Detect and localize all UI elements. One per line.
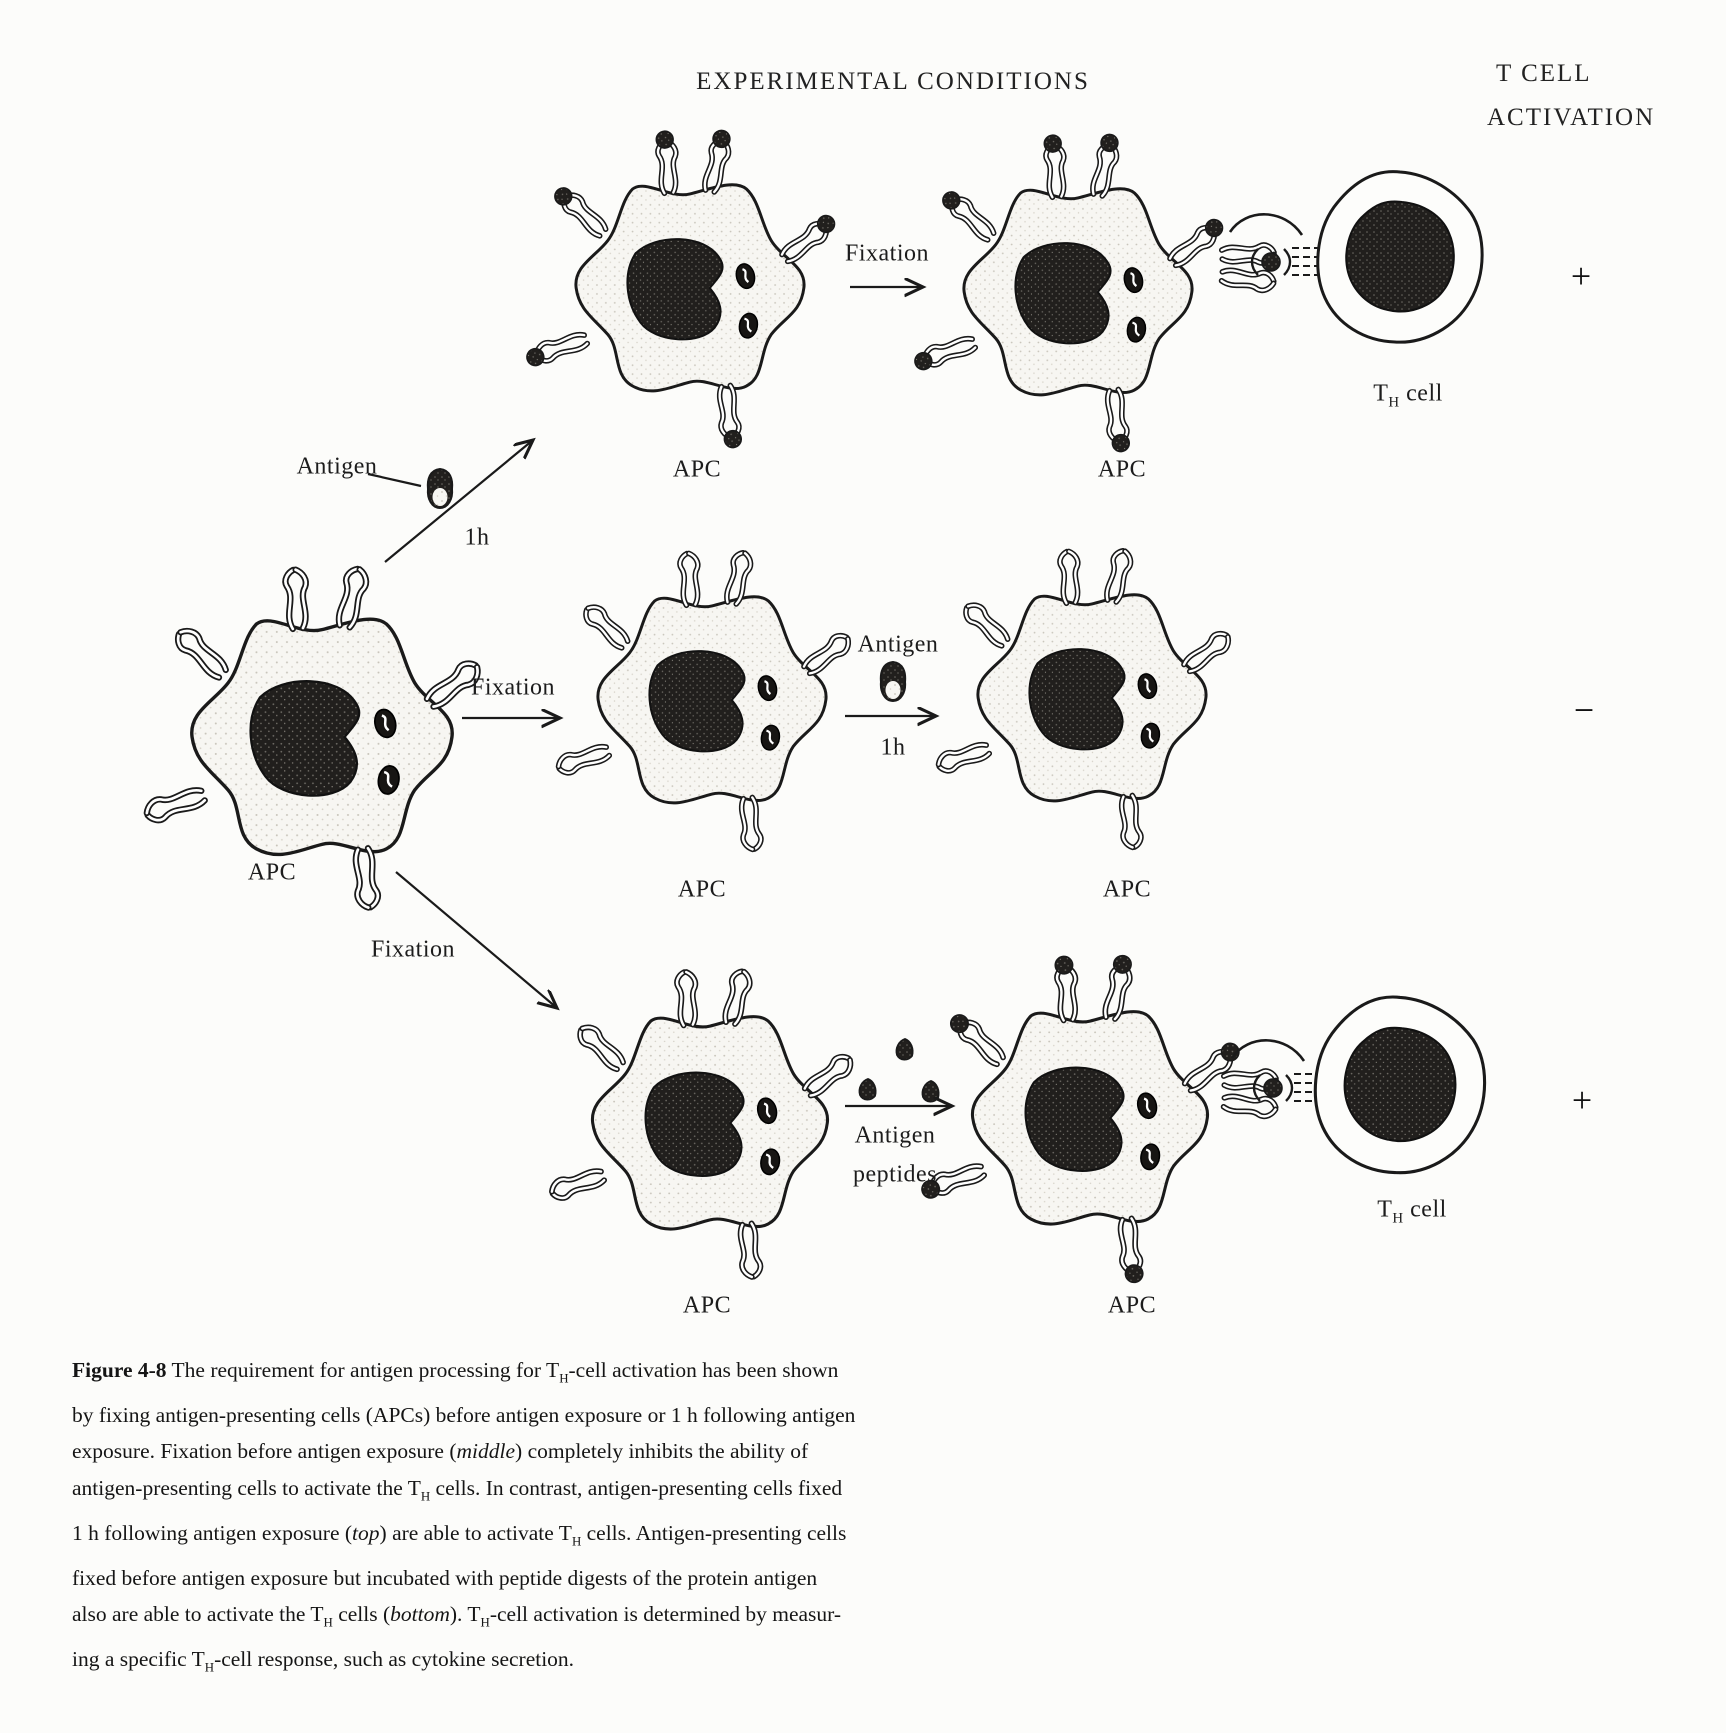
caption-line: ing a specific $T_H$-cell response, such as cytokine secretion. xyxy=(72,1647,575,1675)
th-cell-bottom-icon xyxy=(1315,997,1484,1173)
apc-bottom-1-cell xyxy=(549,970,855,1278)
apc-top-2-label: APC xyxy=(1097,456,1147,483)
apc-source-label: APC xyxy=(247,859,297,886)
result-top-plus: + xyxy=(1570,256,1592,296)
antigen-icon-mid xyxy=(881,662,905,701)
antigen-label-mid: Antigen xyxy=(857,631,939,658)
fixation-label-bottom: Fixation xyxy=(370,936,456,963)
apc-bottom-2-label: APC xyxy=(1107,1292,1157,1319)
result-bottom-plus: + xyxy=(1571,1080,1593,1120)
th-cell-bottom-label: $T_H$ cell xyxy=(1377,1196,1447,1227)
fixation-label-mid: Fixation xyxy=(470,674,556,701)
antigen-peptides-label-line2: peptides xyxy=(853,1161,937,1188)
arrow-antigen-1h-top xyxy=(385,440,533,562)
antigen-peptide-icon-3 xyxy=(922,1081,938,1102)
apc-source-cell xyxy=(144,567,483,909)
apc-top-1-label: APC xyxy=(672,456,722,483)
antigen-icon-top xyxy=(428,469,452,508)
caption-line: fixed before antigen exposure but incubated with peptide digests of the protein antigen xyxy=(72,1565,818,1590)
fixation-label-top: Fixation xyxy=(844,240,930,267)
th-cell-top-label: $T_H$ cell xyxy=(1373,380,1443,411)
one-hour-label-top: 1h xyxy=(464,524,490,551)
result-middle-minus: − xyxy=(1573,690,1595,730)
apc-bottom-2-cell xyxy=(919,954,1243,1284)
figure-caption xyxy=(72,1352,1237,1686)
t-cell-activation-title-line1: T CELL xyxy=(1496,60,1592,87)
apc-mid-1-label: APC xyxy=(677,876,727,903)
antigen-peptide-icon-1 xyxy=(896,1039,912,1060)
apc-mid-2-label: APC xyxy=(1102,876,1152,903)
caption-line: 1 h following antigen exposure (top) are able to activate $T_H$ cells. Antigen-presenting cells xyxy=(72,1520,847,1549)
apc-mid-2-cell xyxy=(936,549,1233,848)
antigen-label-top: Antigen xyxy=(296,453,378,480)
caption-line: also are able to activate the $T_H$ cells (bottom). $T_H$-cell activation is determined by measur- xyxy=(72,1602,842,1630)
apc-top-1-cell xyxy=(524,129,839,449)
t-cell-activation-title-line2: ACTIVATION xyxy=(1487,104,1656,131)
antigen-peptide-icon-2 xyxy=(859,1079,875,1100)
caption-line: antigen-presenting cells to activate the $T_H$ cells. In contrast, antigen-presenting cells fixed xyxy=(72,1476,843,1504)
apc-th-junction-top-icon xyxy=(1221,214,1318,291)
th-cell-top-icon xyxy=(1318,172,1482,343)
caption-line: Figure 4-8 The requirement for antigen processing for $T_H$-cell activation has been shown xyxy=(72,1358,839,1386)
antigen-peptides-label-line1: Antigen xyxy=(854,1122,936,1149)
one-hour-label-mid: 1h xyxy=(880,734,906,761)
apc-mid-1-cell xyxy=(556,551,853,850)
apc-bottom-1-label: APC xyxy=(682,1292,732,1319)
apc-th-junction-bottom-icon xyxy=(1223,1040,1320,1117)
experimental-conditions-title: EXPERIMENTAL CONDITIONS xyxy=(696,68,1090,95)
caption-line: exposure. Fixation before antigen exposure (middle) completely inhibits the ability of xyxy=(72,1439,809,1464)
caption-line: by fixing antigen-presenting cells (APCs) before antigen exposure or 1 h following antigen xyxy=(72,1402,856,1427)
apc-top-2-cell xyxy=(912,133,1227,453)
